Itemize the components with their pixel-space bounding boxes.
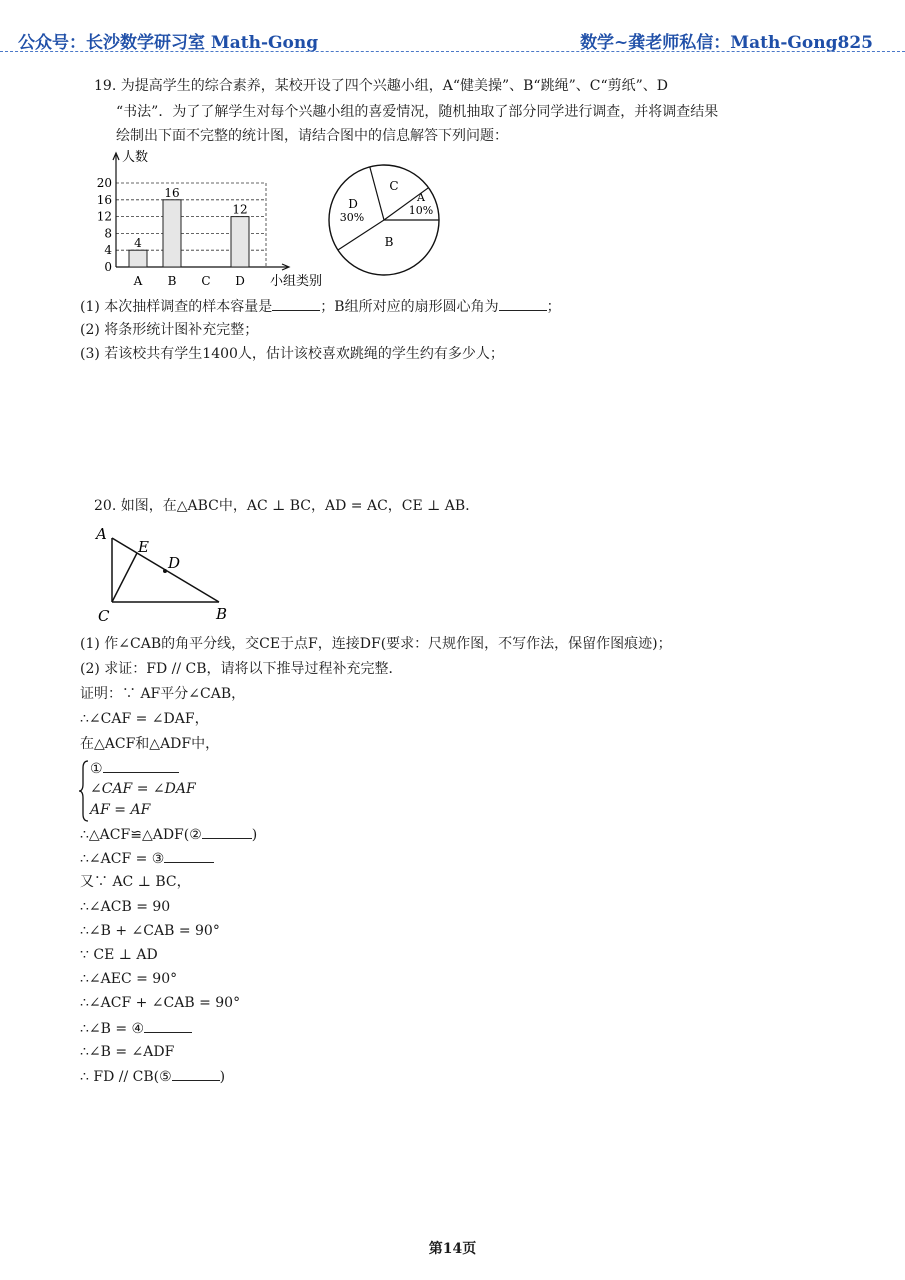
proof-step-text: ∴ FD // CB(⑤ — [80, 1069, 172, 1085]
proof-step — [80, 1042, 174, 1062]
x-tick-label: A — [133, 274, 143, 288]
proof-step-blank[interactable] — [144, 1018, 192, 1033]
page-number: 第14页 — [428, 1241, 477, 1257]
proof-step — [80, 921, 220, 941]
pie-layer — [329, 165, 439, 275]
y-tick-label: 20 — [96, 176, 112, 190]
proof-step-text: ∴△ACF≌△ADF(② — [80, 827, 202, 843]
proof-line-1: 证明：∵ AF平分∠CAB， — [80, 686, 246, 702]
bar-value-label: 16 — [164, 185, 180, 200]
proof-step-text: ∴∠ACF = ③ — [80, 851, 165, 868]
proof-step — [80, 824, 257, 845]
proof-step-blank[interactable] — [172, 1066, 220, 1081]
proof-step-tail: ) — [251, 827, 258, 843]
pie-label-b: B — [384, 235, 394, 249]
y-tick-label: 8 — [104, 226, 112, 241]
x-tick-label: D — [235, 274, 245, 288]
q20-sub1: (1) 作∠CAB的角平分线，交CE于点F，连接DF(要求：尺规作图，不写作法，保留作图痕迹)； — [80, 636, 672, 652]
proof-step — [80, 969, 177, 989]
y-tick-label: 4 — [104, 243, 112, 258]
pie-percent-a: 10% — [408, 204, 434, 217]
proof-step — [80, 848, 214, 869]
brace-line-2: ∠CAF = ∠DAF — [90, 781, 196, 797]
proof-step — [80, 872, 191, 892]
x-tick-label: B — [167, 274, 177, 288]
label-e: E — [138, 538, 149, 556]
pie-percent-d: 30% — [339, 211, 365, 224]
proof-step — [80, 1066, 225, 1087]
q20-sub2: (2) 求证：FD // CB，请将以下推导过程补充完整． — [80, 661, 403, 677]
header-right: 数学~龚老师私信：Math-Gong825 — [580, 33, 873, 53]
proof-step-text: ∴∠ACF + ∠CAB = 90° — [80, 995, 241, 1012]
q19-sub1-a: (1) 本次抽样调查的样本容量是 — [80, 299, 273, 315]
q19-sub1-blank-2[interactable] — [499, 296, 547, 311]
q19-number: 19. — [94, 78, 117, 94]
brace-blank-1[interactable] — [103, 758, 179, 773]
y-axis-label: 人数 — [122, 150, 149, 165]
proof-line-2: ∴∠CAF = ∠DAF， — [80, 711, 209, 727]
q20-stem: 如图，在△ABC中，AC ⊥ BC，AD = AC，CE ⊥ AB． — [120, 498, 480, 514]
proof-step — [80, 1018, 192, 1039]
q19-sub1-c: ； — [546, 299, 561, 315]
x-tick-label: C — [201, 274, 211, 288]
header-left: 公众号：长沙数学研习室 Math-Gong — [18, 33, 319, 53]
proof-step-text: ∴∠B = ∠ADF — [80, 1043, 175, 1060]
label-d: D — [168, 554, 181, 572]
proof-step-text: ∵ CE ⊥ AD — [80, 947, 158, 963]
q19-line3: 绘制出下面不完整的统计图，请结合图中的信息解答下列问题： — [116, 128, 508, 144]
x-axis-label: 小组类别 — [270, 274, 323, 289]
proof-step — [80, 993, 240, 1013]
proof-step-blank[interactable] — [202, 824, 252, 839]
y-tick-label: 16 — [96, 192, 112, 207]
brace-icon — [78, 760, 90, 822]
bar-b — [163, 200, 181, 267]
y-tick-label: 12 — [96, 209, 112, 224]
proof-step — [80, 945, 158, 965]
pie-chart — [324, 160, 444, 280]
proof-step-blank[interactable] — [164, 848, 214, 863]
pie-label-d: D — [348, 197, 358, 211]
triangle-figure — [92, 522, 242, 626]
pie-label-c: C — [389, 179, 399, 193]
q19-line1 — [94, 76, 668, 96]
proof-step-tail: ) — [219, 1069, 226, 1085]
q20-number: 20. — [94, 498, 117, 514]
q19-sub1 — [80, 296, 561, 317]
brace-line-1 — [90, 758, 179, 779]
bar-chart — [86, 145, 326, 293]
header-divider — [0, 51, 905, 52]
proof-step-text: ∴∠B = ④ — [80, 1020, 145, 1037]
proof-step-text: ∴∠B + ∠CAB = 90° — [80, 922, 220, 939]
bar-value-label: 4 — [134, 236, 142, 251]
label-c: C — [98, 607, 110, 625]
proof-line-3: 在△ACF和△ADF中， — [80, 736, 220, 752]
segment-ce — [112, 553, 137, 602]
label-b: B — [216, 605, 228, 623]
proof-step-text: 又∵ AC ⊥ BC， — [80, 874, 191, 891]
brace-line-3: AF = AF — [90, 802, 151, 818]
q19-sub2: (2) 将条形统计图补充完整； — [80, 322, 259, 338]
bar-a — [129, 250, 147, 267]
proof-step-text: ∴∠ACB = 90 — [80, 898, 171, 915]
bar-d — [231, 217, 249, 267]
q19-sub1-b: ；B组所对应的扇形圆心角为 — [320, 299, 499, 315]
q19-line2: “书法”．为了了解学生对每个兴趣小组的喜爱情况，随机抽取了部分同学进行调查，并将调查结果 — [116, 104, 719, 120]
bar-layer — [97, 149, 322, 289]
pie-label-a: A — [417, 191, 425, 204]
bar-value-label: 12 — [232, 202, 248, 217]
q20-stem-line — [94, 496, 479, 516]
q19-sub3: (3) 若该校共有学生1400人，估计该校喜欢跳绳的学生约有多少人； — [80, 346, 504, 362]
point-d — [163, 569, 167, 573]
proof-step-text: ∴∠AEC = 90° — [80, 971, 178, 988]
q19-text-1: 为提高学生的综合素养，某校开设了四个兴趣小组，A“健美操”、B“跳绳”、C“剪纸”、D — [120, 78, 668, 94]
brace-line-1-text: ① — [90, 761, 103, 777]
label-a: A — [96, 525, 107, 543]
proof-step — [80, 897, 170, 917]
q19-sub1-blank-1[interactable] — [272, 296, 320, 311]
y-tick-label: 0 — [104, 260, 112, 274]
